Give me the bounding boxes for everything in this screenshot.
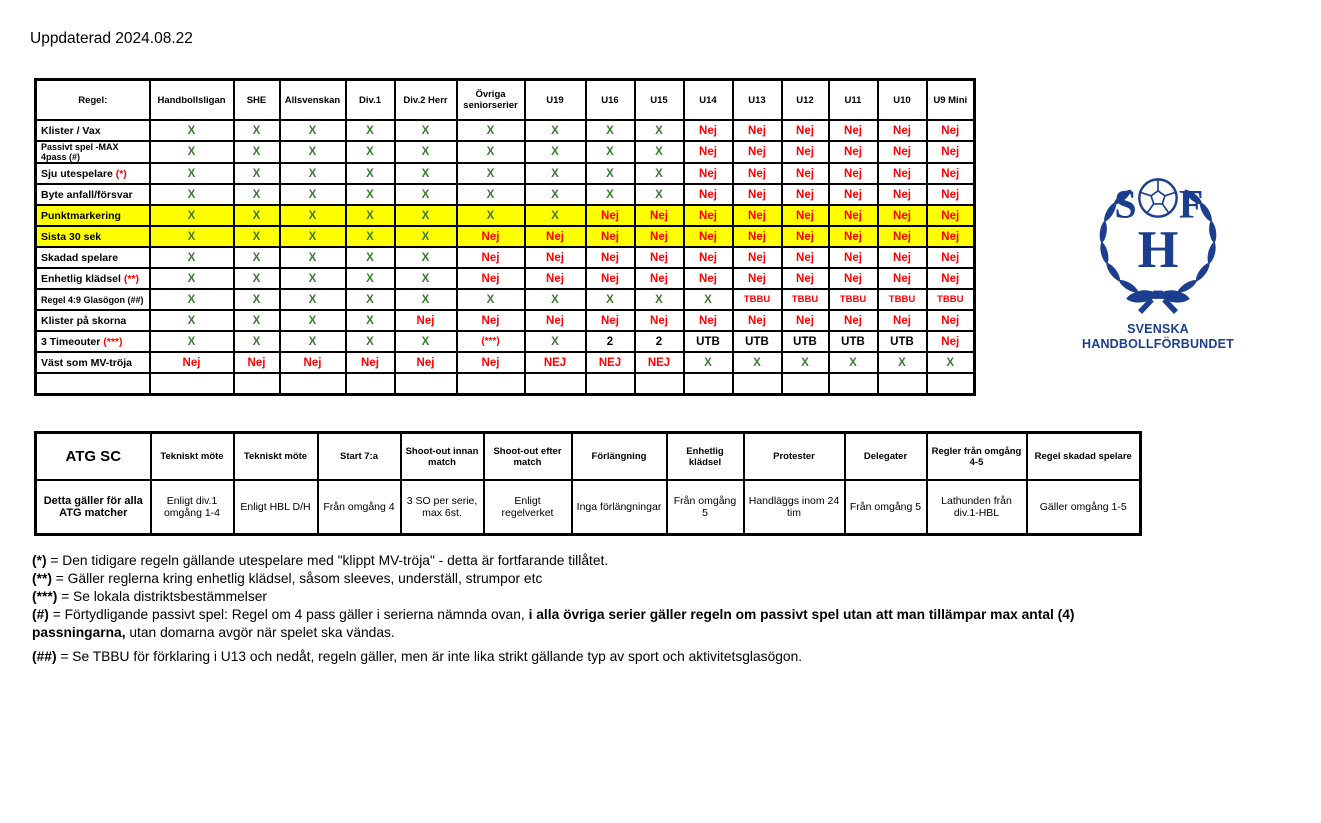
rule-cell: NEJ — [635, 352, 684, 373]
rule-cell: X — [346, 226, 395, 247]
footnote — [32, 588, 1120, 606]
rule-cell: Nej — [733, 184, 782, 205]
rule-cell: X — [395, 247, 457, 268]
rule-cell: Nej — [457, 310, 525, 331]
rule-cell: Nej — [733, 141, 782, 163]
rule-cell: TBBU — [829, 289, 878, 310]
rule-cell — [525, 373, 586, 395]
rule-cell: X — [733, 352, 782, 373]
rule-cell: X — [346, 289, 395, 310]
rule-cell: X — [525, 205, 586, 226]
atg-cell: Från omgång 5 — [667, 480, 744, 535]
rule-cell: Nej — [525, 310, 586, 331]
table-row — [36, 480, 1141, 535]
shf-logo — [1076, 162, 1240, 352]
footnote-text: utan domarna avgör när spelet ska vändas. — [125, 624, 395, 640]
rule-cell: X — [346, 247, 395, 268]
rule-cell: X — [395, 120, 457, 141]
rule-cell: X — [150, 163, 234, 184]
rule-cell: X — [635, 163, 684, 184]
rules-col-header: U19 — [525, 80, 586, 121]
rule-cell — [733, 373, 782, 395]
rule-cell: Nej — [684, 310, 733, 331]
rule-cell: X — [234, 310, 280, 331]
rule-cell: Nej — [457, 226, 525, 247]
rule-cell: X — [150, 184, 234, 205]
footnote-text: = Se TBBU för förklaring i U13 och nedåt, regeln gäller, men är inte lika strikt gällande typ av sport och aktivitetsglasögon. — [56, 649, 803, 665]
rules-col-header: Övriga seniorserier — [457, 80, 525, 121]
rule-cell: X — [346, 310, 395, 331]
rule-cell: Nej — [586, 247, 635, 268]
atg-cell: Lathunden från div.1-HBL — [927, 480, 1027, 535]
rule-cell: X — [829, 352, 878, 373]
rule-cell: X — [586, 163, 635, 184]
rule-cell: X — [525, 120, 586, 141]
rule-cell: X — [234, 205, 280, 226]
footnote-text: = Gäller reglerna kring enhetlig klädsel, såsom sleeves, underställ, strumpor etc — [51, 571, 543, 587]
rules-col-header: U10 — [878, 80, 927, 121]
rule-cell: X — [395, 205, 457, 226]
rule-cell: X — [234, 226, 280, 247]
rule-cell: X — [457, 205, 525, 226]
rule-cell: X — [395, 331, 457, 352]
rule-cell: X — [586, 184, 635, 205]
rules-col-header: Div.1 — [346, 80, 395, 121]
rule-cell: X — [457, 163, 525, 184]
rule-cell: Nej — [878, 268, 927, 289]
atg-col-header: Tekniskt möte — [234, 433, 318, 481]
rule-label: Regel 4:9 Glasögon (##) — [36, 289, 150, 310]
rule-label: Passivt spel -MAX 4pass (#) — [36, 141, 150, 163]
rule-label: Punktmarkering — [36, 205, 150, 226]
rule-cell: Nej — [733, 120, 782, 141]
atg-cell: Handläggs inom 24 tim — [744, 480, 845, 535]
rule-cell: X — [586, 289, 635, 310]
rule-cell: Nej — [782, 184, 829, 205]
rules-col-header: U11 — [829, 80, 878, 121]
rule-cell: Nej — [234, 352, 280, 373]
logo-text-line1: SVENSKA — [1127, 322, 1189, 336]
rule-cell: Nej — [457, 268, 525, 289]
atg-col-header: Protester — [744, 433, 845, 481]
atg-row-label: Detta gäller för alla ATG matcher — [36, 480, 151, 535]
rule-cell: Nej — [586, 226, 635, 247]
rule-cell: X — [395, 268, 457, 289]
atg-cell: Enligt regelverket — [484, 480, 572, 535]
rules-col-header: U16 — [586, 80, 635, 121]
rules-col-header: Regel: — [36, 80, 150, 121]
rule-cell: X — [280, 141, 346, 163]
rule-cell: X — [234, 289, 280, 310]
rule-cell: X — [395, 184, 457, 205]
rule-cell: X — [878, 352, 927, 373]
rule-cell: X — [234, 247, 280, 268]
rule-label: 3 Timeouter (***) — [36, 331, 150, 352]
footnote-bold-text: i alla övriga serier gäller regeln om passivt spel utan att man tillämpar max antal (4) passningarna, — [32, 607, 1075, 640]
atg-col-header: Start 7:a — [318, 433, 401, 481]
logo-letter-s: S — [1114, 181, 1137, 227]
rule-cell — [829, 373, 878, 395]
rule-label — [36, 373, 150, 395]
table-row — [36, 141, 975, 163]
atg-col-header: Enhetlig klädsel — [667, 433, 744, 481]
rule-cell: Nej — [782, 163, 829, 184]
rule-cell: UTB — [782, 331, 829, 352]
logo-text-line2: HANDBOLLFÖRBUNDET — [1082, 337, 1234, 351]
atg-col-header: Shoot-out efter match — [484, 433, 572, 481]
atg-cell: Från omgång 4 — [318, 480, 401, 535]
rule-label: Klister / Vax — [36, 120, 150, 141]
rule-cell: Nej — [878, 226, 927, 247]
rule-label-mark: (**) — [123, 272, 140, 285]
rule-cell: X — [280, 184, 346, 205]
rule-cell: Nej — [150, 352, 234, 373]
rule-cell: Nej — [927, 247, 975, 268]
logo-letter-f: F — [1178, 181, 1204, 227]
rule-cell: Nej — [782, 268, 829, 289]
rule-cell: TBBU — [733, 289, 782, 310]
rule-label: Klister på skorna — [36, 310, 150, 331]
rule-cell: Nej — [684, 205, 733, 226]
rule-cell: Nej — [457, 247, 525, 268]
rule-cell: X — [684, 352, 733, 373]
table-row — [36, 268, 975, 289]
rule-cell: Nej — [635, 310, 684, 331]
rule-label: Sista 30 sek — [36, 226, 150, 247]
rule-cell: Nej — [684, 141, 733, 163]
rule-cell: X — [234, 331, 280, 352]
rule-cell: Nej — [927, 163, 975, 184]
rule-cell: NEJ — [525, 352, 586, 373]
rule-cell: Nej — [878, 310, 927, 331]
footnote-text: = Den tidigare regeln gällande utespelare med "klippt MV-tröja" - detta är fortfarande tillåtet. — [46, 553, 609, 568]
rule-cell: Nej — [829, 247, 878, 268]
rule-cell: X — [234, 120, 280, 141]
rule-cell: Nej — [829, 268, 878, 289]
rules-col-header: Handbollsligan — [150, 80, 234, 121]
rule-cell: X — [346, 120, 395, 141]
rule-cell: Nej — [635, 247, 684, 268]
rule-cell: Nej — [346, 352, 395, 373]
logo-letter-h: H — [1137, 221, 1179, 280]
atg-col-header: Regler från omgång 4-5 — [927, 433, 1027, 481]
rule-cell — [150, 373, 234, 395]
footnote-marker: (#) — [32, 607, 49, 623]
rule-cell: X — [346, 184, 395, 205]
rule-cell: Nej — [782, 310, 829, 331]
rule-cell: X — [234, 184, 280, 205]
rule-label: Byte anfall/försvar — [36, 184, 150, 205]
rule-cell: X — [525, 163, 586, 184]
footnote-marker: (***) — [32, 589, 58, 605]
rule-cell — [878, 373, 927, 395]
table-row — [36, 163, 975, 184]
rules-col-header: Div.2 Herr — [395, 80, 457, 121]
rule-cell: Nej — [878, 247, 927, 268]
rule-cell: Nej — [878, 141, 927, 163]
rule-cell: X — [280, 310, 346, 331]
rule-cell: X — [346, 205, 395, 226]
rule-cell: X — [635, 141, 684, 163]
rule-label: Sju utespelare (*) — [36, 163, 150, 184]
rule-cell: Nej — [878, 163, 927, 184]
footnote-text: = Förtydligande passivt spel: Regel om 4 pass gäller i serierna nämnda ovan, — [48, 607, 529, 623]
rule-label: Enhetlig klädsel (**) — [36, 268, 150, 289]
rule-cell: X — [234, 141, 280, 163]
rule-cell: UTB — [878, 331, 927, 352]
rule-cell — [234, 373, 280, 395]
rule-cell: Nej — [782, 247, 829, 268]
rule-cell: Nej — [878, 184, 927, 205]
footnotes — [32, 552, 1120, 667]
rule-cell: TBBU — [878, 289, 927, 310]
rule-cell: Nej — [684, 120, 733, 141]
rule-cell: UTB — [684, 331, 733, 352]
atg-table — [34, 431, 1142, 536]
rule-cell: Nej — [635, 268, 684, 289]
rule-cell: X — [525, 184, 586, 205]
rule-cell: TBBU — [782, 289, 829, 310]
rule-cell: Nej — [280, 352, 346, 373]
rule-cell: X — [150, 331, 234, 352]
rules-col-header: SHE — [234, 80, 280, 121]
rules-col-header: U9 Mini — [927, 80, 975, 121]
rule-cell: X — [280, 289, 346, 310]
rule-cell: X — [346, 268, 395, 289]
rule-cell: Nej — [829, 310, 878, 331]
rule-cell: (***) — [457, 331, 525, 352]
rule-label-mark: (*) — [115, 167, 127, 180]
rule-cell — [346, 373, 395, 395]
rule-cell: Nej — [829, 184, 878, 205]
rule-cell: X — [395, 289, 457, 310]
table-row — [36, 352, 975, 373]
rule-cell — [280, 373, 346, 395]
atg-col-header: Regel skadad spelare — [1027, 433, 1141, 481]
rule-cell: Nej — [829, 226, 878, 247]
rule-cell: X — [150, 120, 234, 141]
rule-cell: X — [684, 289, 733, 310]
rule-cell: Nej — [457, 352, 525, 373]
table-row — [36, 310, 975, 331]
rule-cell — [684, 373, 733, 395]
ribbon-bow — [1126, 291, 1190, 312]
rule-cell: X — [457, 289, 525, 310]
table-row — [36, 331, 975, 352]
rule-cell: Nej — [927, 120, 975, 141]
footnote — [32, 648, 1120, 666]
rule-cell: X — [280, 331, 346, 352]
rule-cell: Nej — [525, 226, 586, 247]
rule-cell: X — [280, 226, 346, 247]
rule-cell: X — [150, 289, 234, 310]
rule-cell: UTB — [829, 331, 878, 352]
rule-cell: X — [346, 331, 395, 352]
rule-cell: Nej — [927, 184, 975, 205]
atg-cell: Inga förlängningar — [572, 480, 667, 535]
rule-cell: Nej — [927, 268, 975, 289]
rule-cell — [782, 373, 829, 395]
rule-cell: 2 — [586, 331, 635, 352]
atg-col-header: Delegater — [845, 433, 927, 481]
rule-cell: Nej — [829, 120, 878, 141]
table-row — [36, 226, 975, 247]
rule-cell: X — [457, 120, 525, 141]
rules-table — [34, 78, 976, 396]
rule-cell: Nej — [733, 226, 782, 247]
rules-col-header: U13 — [733, 80, 782, 121]
rule-cell: Nej — [927, 310, 975, 331]
rules-col-header: Allsvenskan — [280, 80, 346, 121]
rule-cell: X — [234, 268, 280, 289]
rule-cell: X — [280, 268, 346, 289]
rule-cell: X — [525, 331, 586, 352]
table-row — [36, 184, 975, 205]
rule-cell: Nej — [829, 141, 878, 163]
rule-cell: Nej — [878, 205, 927, 226]
footnote-marker: (**) — [32, 571, 52, 587]
rule-cell: Nej — [733, 268, 782, 289]
rule-cell: Nej — [684, 184, 733, 205]
atg-col-header: Shoot-out innan match — [401, 433, 484, 481]
rule-cell — [457, 373, 525, 395]
atg-cell: 3 SO per serie, max 6st. — [401, 480, 484, 535]
rule-cell: X — [150, 247, 234, 268]
footnote-marker: (##) — [32, 649, 57, 665]
rule-cell: Nej — [733, 163, 782, 184]
rule-label: Väst som MV-tröja — [36, 352, 150, 373]
rule-cell: Nej — [829, 205, 878, 226]
rule-cell — [395, 373, 457, 395]
rule-cell: Nej — [395, 310, 457, 331]
footnote-marker: (*) — [32, 553, 47, 568]
rule-cell: Nej — [733, 310, 782, 331]
atg-cell: Enligt HBL D/H — [234, 480, 318, 535]
atg-col-header: Förlängning — [572, 433, 667, 481]
rule-cell: X — [586, 120, 635, 141]
rule-cell: Nej — [782, 226, 829, 247]
rule-cell — [586, 373, 635, 395]
rule-cell: X — [782, 352, 829, 373]
rule-cell: X — [457, 184, 525, 205]
updated-date-label: Uppdaterad 2024.08.22 — [30, 30, 193, 47]
table-row — [36, 120, 975, 141]
rule-cell: X — [395, 163, 457, 184]
rule-cell: X — [150, 310, 234, 331]
rule-cell: UTB — [733, 331, 782, 352]
rule-cell: X — [635, 289, 684, 310]
rule-cell: X — [525, 141, 586, 163]
rule-cell: 2 — [635, 331, 684, 352]
rule-cell: X — [150, 141, 234, 163]
rule-cell: Nej — [782, 205, 829, 226]
table-row — [36, 373, 975, 395]
rule-cell: TBBU — [927, 289, 975, 310]
rule-cell: Nej — [927, 141, 975, 163]
rule-cell: Nej — [525, 247, 586, 268]
rules-col-header: U15 — [635, 80, 684, 121]
rule-cell: X — [635, 120, 684, 141]
rule-cell: X — [346, 163, 395, 184]
rule-cell: X — [635, 184, 684, 205]
atg-cell: Enligt div.1 omgång 1-4 — [151, 480, 234, 535]
rule-cell: Nej — [635, 226, 684, 247]
rule-cell: Nej — [635, 205, 684, 226]
rule-cell: Nej — [586, 310, 635, 331]
rule-cell: X — [150, 268, 234, 289]
rules-col-header: U12 — [782, 80, 829, 121]
rule-cell: Nej — [782, 120, 829, 141]
rule-cell: X — [927, 352, 975, 373]
rule-cell: X — [280, 163, 346, 184]
table-row — [36, 205, 975, 226]
rule-cell: X — [150, 226, 234, 247]
rule-cell: Nej — [782, 141, 829, 163]
rule-cell: Nej — [684, 268, 733, 289]
table-row — [36, 247, 975, 268]
rule-cell: Nej — [684, 247, 733, 268]
rule-cell: X — [234, 163, 280, 184]
rule-cell: Nej — [684, 226, 733, 247]
rule-cell: X — [280, 120, 346, 141]
rule-cell: Nej — [878, 120, 927, 141]
rule-cell: NEJ — [586, 352, 635, 373]
rule-cell: Nej — [829, 163, 878, 184]
rule-cell: X — [280, 205, 346, 226]
rule-cell: Nej — [733, 205, 782, 226]
rule-cell: X — [395, 226, 457, 247]
rule-cell: Nej — [684, 163, 733, 184]
rule-label-mark: (***) — [103, 335, 123, 348]
rules-col-header: U14 — [684, 80, 733, 121]
atg-col-header: Tekniskt möte — [151, 433, 234, 481]
atg-cell: Gäller omgång 1-5 — [1027, 480, 1141, 535]
rule-cell: X — [346, 141, 395, 163]
rule-cell: Nej — [586, 268, 635, 289]
rule-cell: X — [280, 247, 346, 268]
rule-cell: Nej — [927, 205, 975, 226]
rule-label: Skadad spelare — [36, 247, 150, 268]
rule-cell: X — [150, 205, 234, 226]
rule-cell: X — [457, 141, 525, 163]
footnote — [32, 570, 1120, 588]
rule-cell: X — [395, 141, 457, 163]
table-row — [36, 289, 975, 310]
rule-cell: Nej — [586, 205, 635, 226]
rule-cell: Nej — [927, 226, 975, 247]
rule-cell: X — [586, 141, 635, 163]
footnote — [32, 606, 1120, 641]
atg-title: ATG SC — [36, 433, 151, 481]
rule-cell — [927, 373, 975, 395]
footnote-text: = Se lokala distriktsbestämmelser — [57, 589, 268, 605]
shf-emblem-icon — [1082, 162, 1234, 317]
rule-cell: Nej — [733, 247, 782, 268]
footnote — [32, 552, 1120, 570]
rule-cell: Nej — [927, 331, 975, 352]
rule-cell: X — [525, 289, 586, 310]
rule-cell: Nej — [525, 268, 586, 289]
atg-cell: Från omgång 5 — [845, 480, 927, 535]
rule-cell — [635, 373, 684, 395]
handball-icon — [1139, 179, 1176, 216]
rule-cell: Nej — [395, 352, 457, 373]
